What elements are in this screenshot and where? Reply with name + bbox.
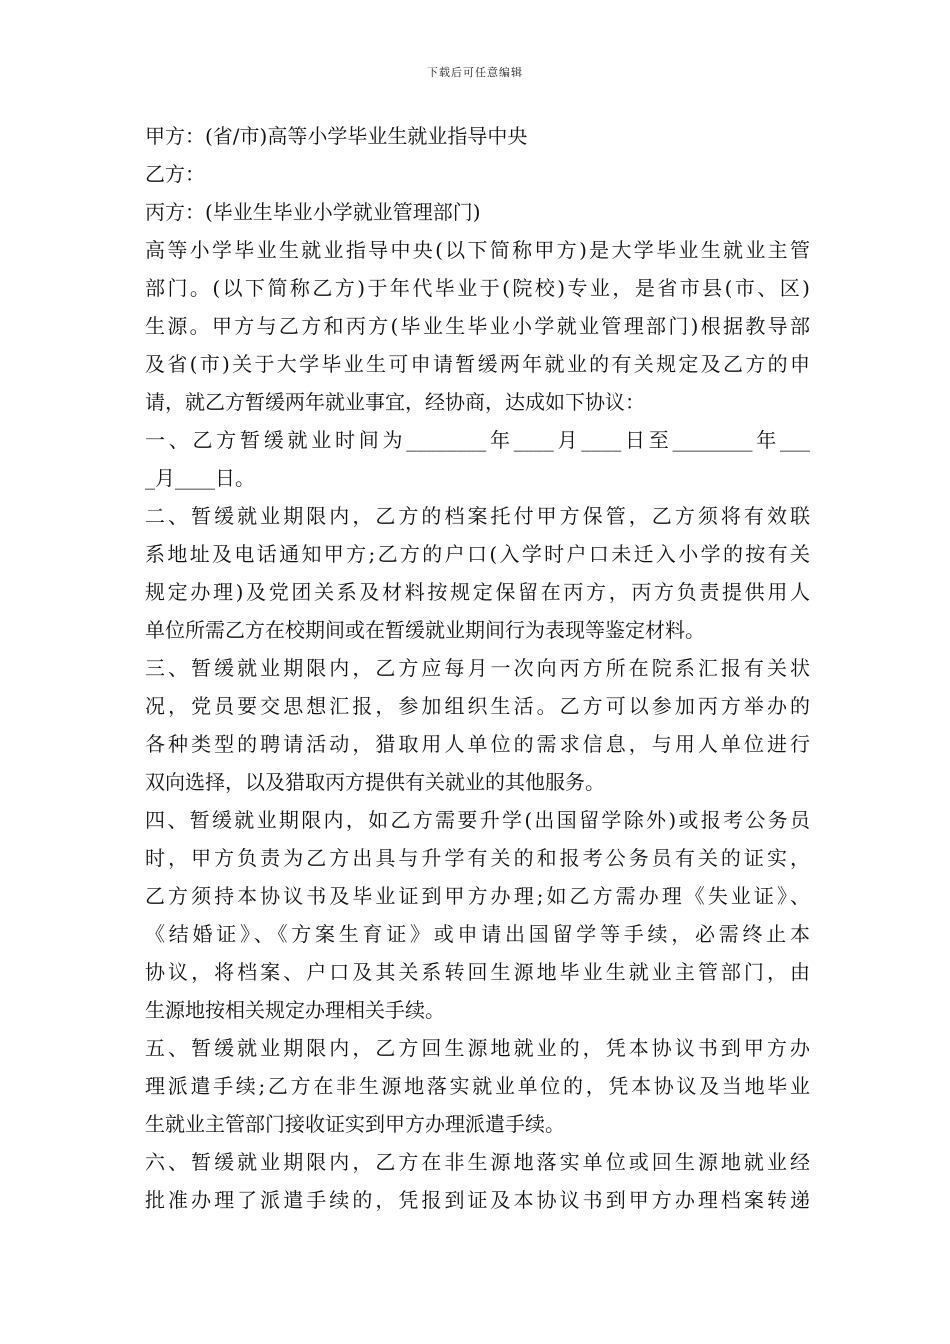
document-line: 理派遣手续;乙方在非生源地落实就业单位的，凭本协议及当地毕业 <box>145 1074 810 1098</box>
document-line: 甲方：(省/市)高等小学毕业生就业指导中央 <box>145 124 528 148</box>
document-line: 况，党员要交思想汇报，参加组织生活。乙方可以参加丙方举办的 <box>145 694 810 718</box>
document-line: 生源。甲方与乙方和丙方(毕业生毕业小学就业管理部门)根据教导部 <box>145 314 810 338</box>
document-line: 部门。(以下简称乙方)于年代毕业于(院校)专业，是省市县(市、区) <box>145 276 810 300</box>
document-line: 一、乙方暂缓就业时间为________年____月____日至________年___ <box>145 428 810 452</box>
document-line: 系地址及电话通知甲方;乙方的户口(入学时户口未迁入小学的按有关 <box>145 542 810 566</box>
document-line: 批准办理了派遣手续的，凭报到证及本协议书到甲方办理档案转递 <box>145 1188 810 1212</box>
document-line: 生源地按相关规定办理相关手续。 <box>145 998 445 1022</box>
document-line: 规定办理)及党团关系及材料按规定保留在丙方，丙方负责提供用人 <box>145 580 810 604</box>
document-line: 及省(市)关于大学毕业生可申请暂缓两年就业的有关规定及乙方的申 <box>145 352 810 376</box>
document-line: _月____日。 <box>145 466 255 490</box>
document-line: 时，甲方负责为乙方出具与升学有关的和报考公务员有关的证实， <box>145 846 810 870</box>
document-line: 丙方：(毕业生毕业小学就业管理部门) <box>145 200 481 224</box>
document-line: 三、暂缓就业期限内，乙方应每月一次向丙方所在院系汇报有关状 <box>145 656 810 680</box>
document-line: 生就业主管部门接收证实到甲方办理派遣手续。 <box>145 1112 565 1136</box>
document-body <box>145 117 810 1219</box>
document-line: 乙方： <box>145 162 205 186</box>
document-line: 四、暂缓就业期限内，如乙方需要升学(出国留学除外)或报考公务员 <box>145 808 810 832</box>
document-line: 双向选择，以及猎取丙方提供有关就业的其他服务。 <box>145 770 605 794</box>
page-header: 下载后可任意编辑 <box>427 66 523 79</box>
document-line: 单位所需乙方在校期间或在暂缓就业期间行为表现等鉴定材料。 <box>145 618 705 642</box>
document-line: 高等小学毕业生就业指导中央(以下简称甲方)是大学毕业生就业主管 <box>145 238 810 262</box>
document-line: 六、暂缓就业期限内，乙方在非生源地落实单位或回生源地就业经 <box>145 1150 810 1174</box>
document-line: 《结婚证》、《方案生育证》或申请出国留学等手续，必需终止本 <box>145 922 810 946</box>
document-line: 二、暂缓就业期限内，乙方的档案托付甲方保管，乙方须将有效联 <box>145 504 810 528</box>
document-line: 请，就乙方暂缓两年就业事宜，经协商，达成如下协议： <box>145 390 645 414</box>
document-line: 各种类型的聘请活动，猎取用人单位的需求信息，与用人单位进行 <box>145 732 810 756</box>
document-line: 协议，将档案、户口及其关系转回生源地毕业生就业主管部门，由 <box>145 960 810 984</box>
document-line: 五、暂缓就业期限内，乙方回生源地就业的，凭本协议书到甲方办 <box>145 1036 810 1060</box>
document-line: 乙方须持本协议书及毕业证到甲方办理;如乙方需办理《失业证》、 <box>145 884 810 908</box>
